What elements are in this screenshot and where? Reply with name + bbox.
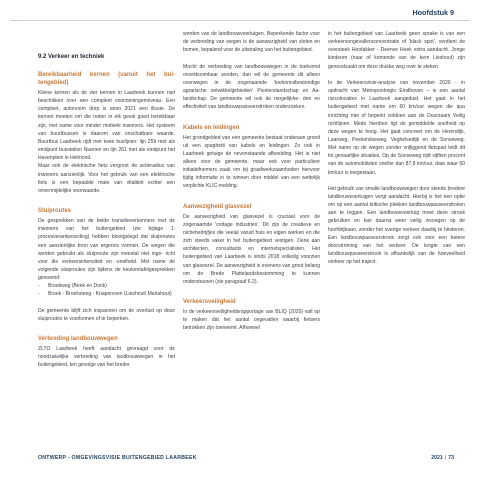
- chapter-title: Hoofdstuk 9: [412, 8, 454, 17]
- sluiproutes-list: [38, 282, 175, 298]
- subheading-verkeersveiligheid: Verkeersveiligheid: [183, 299, 236, 305]
- paragraph: In de verkeersveiligheidsrapportage van BLIQ (2020) valt op te maken dat het aantal ongevallen waarbij fietsers betrokken zijn toeneemt. Afhoewel: [183, 309, 320, 332]
- column-2: [183, 30, 320, 341]
- subheading-kabels: Kabels en leidingen: [183, 124, 240, 131]
- footer-year: 2021: [431, 455, 443, 461]
- footer-separator: |: [444, 455, 447, 461]
- header-divider: [10, 20, 470, 21]
- paragraph: in het buitengebied van Laarbeek geen sprake is van een verkeersongevallenconcentratie of 'black spot', verdient de oversteek Hoofakker - Deense Hoek extra aandacht. Jonge kinderen (naar of komende van de kern Lieshout) zijn genoodzaakt om deze drukke weg over te steken.: [328, 31, 465, 70]
- section-title: 9.2 Verkeer en techniek: [38, 54, 105, 60]
- subheading-verbreding: Verbreding landbouwwegen: [38, 336, 118, 342]
- paragraph: Kleine kernen als de vier kernen in Laarbeek kunnen niet beschikken over een compleet voorzieningenniveau. Een compleet, autonoom dorp is anno 2021 een illusie. De kernen moeten om die reden in elk geval goed bereikbaar zijn, met name voor minder mobiele inwoners. Het systeem van buurtbussen is daarom van onschatbare waarde. Buurtbus Laarbeek rijdt met twee buslijnen: lijn 259 met als eindpunt busstation Nuenen en lijn 261 met als eindpunt het Havenplein in Helmond.: [38, 90, 175, 162]
- page-footer: [0, 452, 480, 472]
- paragraph: worden van de landbouwvoertuigen. Beperkende factor voor de verbreding van wegen is de aanwezigheid van sloten en bomen, bepalend voor de uitstraling van het buitengebied.: [183, 31, 320, 54]
- footer-document-title: ONTWERP - OMGEVINGSVISIE BUITENGEBIED LAARBEEK: [38, 455, 197, 461]
- footer-page-info: [431, 455, 454, 461]
- column-3: [328, 30, 465, 275]
- paragraph: In de Verkeersvisie-analyse van november 2020 - in opdracht van Metropoolregio Eindhoven – is een aantal risicolocaties in Laarbeek aangeduid. Het gaat in het buitengebied met name om 60 km/uur wegen die qua inrichting niet of beperkt voldoen aan de Duurzaam Veilig richtlijnen. Mede hierdoor ligt de gemiddelde snelheid op deze wegen te hoog. Het gaat concreet om de Herendijk, Laarweg, Peeleindseweg, Veghelsedijk en de Sonseweg. Met name op de wegen zonder vrijliggend fietspad leidt dit tot gevaarlijke situaties. Op de Sonseweg rijdt vijftien procent van de automobilisten sneller dan 87,8 km/uur, daar waar 60 km/uur is toegestaan.: [328, 79, 465, 176]
- paragraph: De gesprekken van de beide transitieverkenners met de inwoners van het buitengebied (zie bijlage 1: procesverantwoording) hebben blootgelegd dat sluiproutes een aanzienlijke bron van ergernis vormen. De wegen die worden gebruikt als sluiproute zijn meestal niet inge- richt voor die verkeersintensiteit en -snelheid. Met name de volgende sluiproutes zijn tijdens de keukentafelgesprekken genoemd:: [38, 218, 175, 282]
- paragraph: Het gebruik van smalle landbouwwegen door steeds bredere landbouwvoertuigen vergt aandacht. Hierbij is het een optie om op een aantal kritische plekken landbouwpasseerstroken aan te leggen. Een landbouwvoertuig moet deze strook gebruiken en kan daarna weer veilig invoegen op de hoofdrijbaan, zonder het overige verkeer daarbij te hinderen. Een landbouwpasseerstrook zorgt ook voor een betere doorstroming van het verkeer. De lengte van een landbouwpasseerstrook is afhankelijk van de hoeveelheid verkeer op het traject.: [328, 185, 465, 266]
- subheading-sluiproutes: Sluiproutes: [38, 208, 72, 215]
- column-1: [38, 30, 175, 378]
- list-item: - Broek - Broeksteeg - Knapersven (Lieshout/ Mariahout): [38, 290, 175, 298]
- page-number: 73: [448, 455, 454, 461]
- paragraph: De aanwezigheid van glasvezel is cruciaal voor de zogenaamde 'cottage industries'. Dit zijn de creatieve en nichebedrijfjes die veelal vanuit huis en eigen werken en die zich steeds vaker in het buitengebied vestigen. Denk aan architecten, consultants en internetspecialisten. Het buitengebied van Laarbeek is sinds 2018 volledig voorzien van glasvezel. De aanwezigheid is evenens van groot belang om de Brede Plattelandsbestemming te kunnen ondersteunen (zie paragraaf 6.2).: [183, 213, 320, 285]
- list-item: - Broekweg (Beek en Donk): [38, 282, 175, 290]
- paragraph: Mocht de verbreding van landbouwwegen in de toekomst onontkoombaar worden, dan wil de gemeente dit alleen overwegen in de zogenaamde 'toekomstbestendige agrarische ontwikkelgebieden' Pionierslandschap en Aa- landschap. De gemeente wil ook de mogelijkhe- den en effectiviteit van landbouwpasseerstroken onderzoeken.: [183, 63, 320, 111]
- page-header: [0, 0, 480, 22]
- paragraph: ZLTO Laarbeek heeft aandacht gevraagd voor de noodzakelijke verbreding van landbouwwegen in het buitengebied, ten gevolge van het breder: [38, 346, 175, 369]
- paragraph: Maar ook de elektrische fiets vergroot de actieradius van inwoners aanzienlijk. Voor het gebruik van een elektrische fiets is een bepaalde mate van vitaliteit echter een onvermijdelijke voorwaarde.: [38, 163, 175, 194]
- subheading-bereikbaarheid: Bereikbaarheid kernen (vanuit het bui- tengebied): [38, 72, 175, 86]
- subheading-glasvezel: Aanwezigheid glasvezel: [183, 203, 252, 210]
- paragraph: De gemeente blijft zich inspannen om de overlast op deze sluiproutes te voorkomen of te beperken.: [38, 307, 175, 322]
- paragraph: Het grondgebied van een gemeente bestaat onderaan grond uit een spaghetti van kabels en leidingen. Zo ook in Laarbeek getuige de nevenstaande afbeelding. Het is niet alleen voor de gemeente, maar ook voor particuliere initiatiefnemers zaak om bij graafwerkzaamheden hiervoor tijdig informatie in te winnen door middel van een wettelijk verplichte KLIC-melding.: [183, 134, 320, 190]
